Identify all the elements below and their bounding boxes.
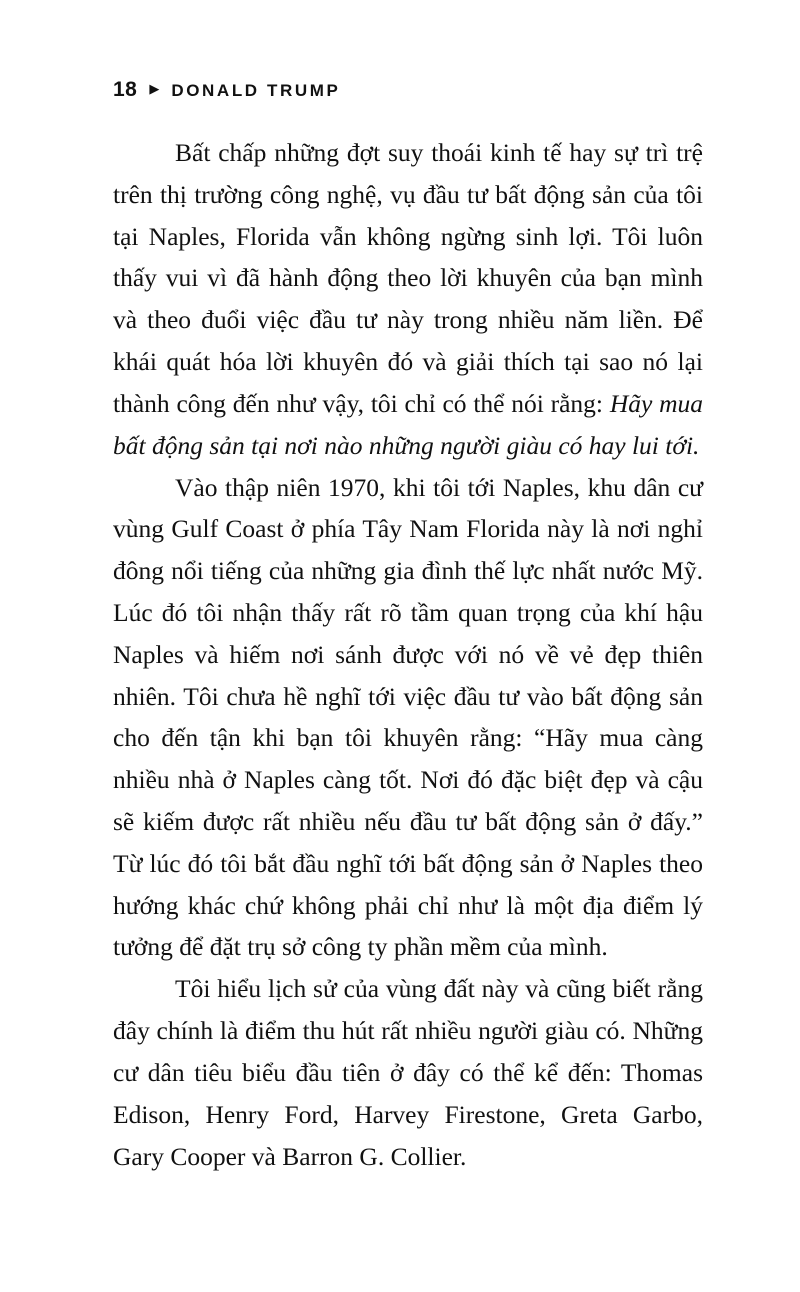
- paragraph-run: Bất chấp những đợt suy thoái kinh tế hay sự trì trệ trên thị trường công nghệ, vụ đầu tư bất động sản của tôi tại Naples, Florida vẫn không ngừng sinh lợi. Tôi luôn thấy vui vì đã hành động theo lời khuyên của bạn mình và theo đuổi việc đầu tư này trong nhiều năm liền. Để khái quát hóa lời khuyên đó và giải thích tại sao nó lại thành công đến như vậy, tôi chỉ có thể nói rằng:: [113, 138, 703, 418]
- paragraph: [113, 467, 703, 969]
- page-content: [113, 78, 703, 1177]
- paragraph: [113, 968, 703, 1177]
- paragraph-run: Tôi hiểu lịch sử của vùng đất này và cũng biết rằng đây chính là điểm thu hút rất nhiều người giàu có. Những cư dân tiêu biểu đầu tiên ở đây có thể kể đến: Thomas Edison, Henry Ford, Harvey Firestone, Greta Garbo, Gary Cooper và Barron G. Collier.: [113, 974, 703, 1171]
- book-title: DONALD TRUMP: [171, 81, 341, 100]
- paragraph-run: Vào thập niên 1970, khi tôi tới Naples, khu dân cư vùng Gulf Coast ở phía Tây Nam Florida này là nơi nghỉ đông nổi tiếng của những gia đình thế lực nhất nước Mỹ. Lúc đó tôi nhận thấy rất rõ tầm quan trọng của khí hậu Naples và hiếm nơi sánh được với nó về vẻ đẹp thiên nhiên. Tôi chưa hề nghĩ tới việc đầu tư vào bất động sản cho đến tận khi bạn tôi khuyên rằng: “Hãy mua càng nhiều nhà ở Naples càng tốt. Nơi đó đặc biệt đẹp và cậu sẽ kiếm được rất nhiều nếu đầu tư bất động sản ở đấy.” Từ lúc đó tôi bắt đầu nghĩ tới bất động sản ở Naples theo hướng khác chứ không phải chỉ như là một địa điểm lý tưởng để đặt trụ sở công ty phần mềm của mình.: [113, 472, 703, 962]
- paragraph-run-italic: Hãy mua bất động sản tại nơi nào những người giàu có hay lui tới.: [113, 388, 703, 460]
- paragraph: [113, 132, 703, 467]
- running-head: [113, 78, 703, 102]
- page-number: 18: [113, 78, 138, 101]
- right-triangle-icon: ▶: [149, 81, 160, 96]
